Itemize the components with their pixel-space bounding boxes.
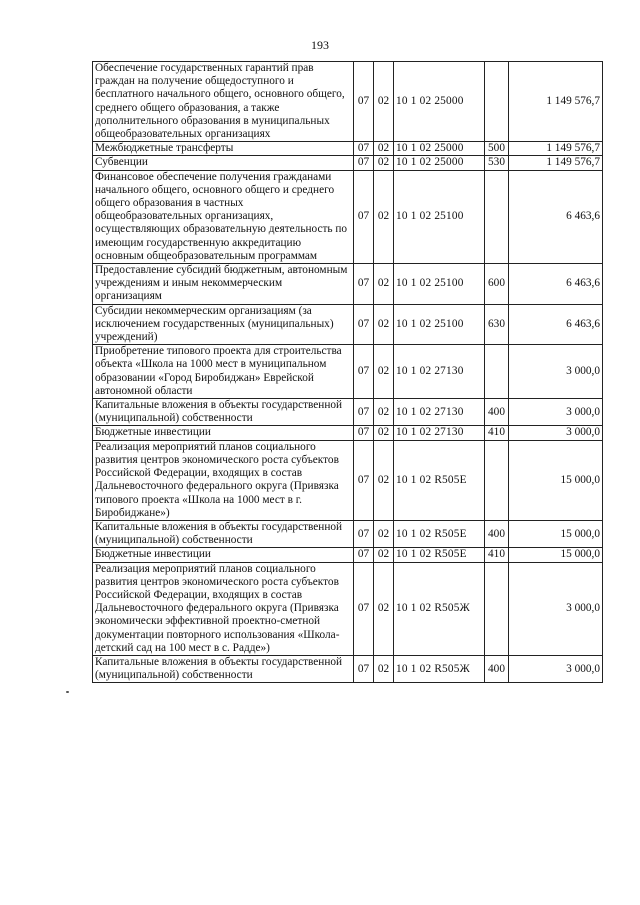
amount: 1 149 576,7 [509, 142, 603, 156]
subsection-code: 02 [374, 399, 394, 426]
table-row [93, 142, 603, 156]
target-article-code: 10 1 02 25100 [394, 304, 485, 345]
amount: 3 000,0 [509, 399, 603, 426]
expense-type-code: 600 [485, 264, 509, 305]
row-description: Финансовое обеспечение получения гражданами начального общего, основного общего и среднего общего образования в частных общеобразовательных организациях, осуществляющих образовательную деятельность по имеющим государственную аккредитацию основным общеобразовательным программам [93, 170, 354, 263]
row-description: Субвенции [93, 156, 354, 170]
expense-type-code: 530 [485, 156, 509, 170]
row-description: Субсидии некоммерческим организациям (за исключением государственных (муниципальных) учреждений) [93, 304, 354, 345]
target-article-code: 10 1 02 25000 [394, 62, 485, 142]
expense-type-code [485, 170, 509, 263]
section-code: 07 [354, 548, 374, 562]
section-code: 07 [354, 264, 374, 305]
subsection-code: 02 [374, 655, 394, 682]
table-row [93, 156, 603, 170]
row-description: Реализация мероприятий планов социального развития центров экономического роста субъектов Российской Федерации, входящих в состав Дальневосточного федерального округа (Привязка типового проекта «Школа на 1000 мест в г. Биробиджане») [93, 440, 354, 520]
section-code: 07 [354, 345, 374, 399]
row-description: Предоставление субсидий бюджетным, автономным учреждениям и иным некоммерческим организациям [93, 264, 354, 305]
target-article-code: 10 1 02 R505Ж [394, 562, 485, 655]
target-article-code: 10 1 02 R505E [394, 548, 485, 562]
section-code: 07 [354, 520, 374, 547]
amount: 6 463,6 [509, 264, 603, 305]
target-article-code: 10 1 02 25100 [394, 170, 485, 263]
table-row [93, 520, 603, 547]
subsection-code: 02 [374, 142, 394, 156]
row-description: Бюджетные инвестиции [93, 426, 354, 440]
target-article-code: 10 1 02 25000 [394, 156, 485, 170]
subsection-code: 02 [374, 562, 394, 655]
budget-table-body [93, 62, 603, 683]
section-code: 07 [354, 426, 374, 440]
amount: 3 000,0 [509, 655, 603, 682]
table-row [93, 426, 603, 440]
row-description: Обеспечение государственных гарантий прав граждан на получение общедоступного и бесплатного начального общего, основного общего, среднего общего образования, а также дополнительного образования в муниципальных общеобразовательных организациях [93, 62, 354, 142]
expense-type-code [485, 62, 509, 142]
table-row [93, 562, 603, 655]
table-row [93, 655, 603, 682]
section-code: 07 [354, 156, 374, 170]
amount: 3 000,0 [509, 562, 603, 655]
section-code: 07 [354, 655, 374, 682]
amount: 15 000,0 [509, 440, 603, 520]
row-description: Реализация мероприятий планов социального развития центров экономического роста субъектов Российской Федерации, входящих в состав Дальневосточного федерального округа (Привязка экономически эффективной проектно-сметной документации повторного использования «Школа-детский сад на 100 мест в с. Радде») [93, 562, 354, 655]
amount: 6 463,6 [509, 170, 603, 263]
row-description: Бюджетные инвестиции [93, 548, 354, 562]
table-row [93, 548, 603, 562]
budget-table [92, 61, 603, 683]
amount: 1 149 576,7 [509, 62, 603, 142]
stray-mark [66, 691, 69, 693]
subsection-code: 02 [374, 156, 394, 170]
section-code: 07 [354, 562, 374, 655]
subsection-code: 02 [374, 62, 394, 142]
section-code: 07 [354, 399, 374, 426]
target-article-code: 10 1 02 27130 [394, 399, 485, 426]
target-article-code: 10 1 02 R505E [394, 520, 485, 547]
section-code: 07 [354, 440, 374, 520]
row-description: Приобретение типового проекта для строительства объекта «Школа на 1000 мест в муниципальном образовании «Город Биробиджан» Еврейской автономной области [93, 345, 354, 399]
subsection-code: 02 [374, 264, 394, 305]
table-row [93, 264, 603, 305]
row-description: Межбюджетные трансферты [93, 142, 354, 156]
subsection-code: 02 [374, 170, 394, 263]
target-article-code: 10 1 02 27130 [394, 426, 485, 440]
table-row [93, 170, 603, 263]
subsection-code: 02 [374, 520, 394, 547]
target-article-code: 10 1 02 R505Ж [394, 655, 485, 682]
target-article-code: 10 1 02 25100 [394, 264, 485, 305]
expense-type-code: 410 [485, 426, 509, 440]
section-code: 07 [354, 170, 374, 263]
amount: 3 000,0 [509, 345, 603, 399]
table-row [93, 440, 603, 520]
expense-type-code: 410 [485, 548, 509, 562]
subsection-code: 02 [374, 440, 394, 520]
amount: 6 463,6 [509, 304, 603, 345]
amount: 15 000,0 [509, 548, 603, 562]
table-row [93, 304, 603, 345]
subsection-code: 02 [374, 426, 394, 440]
expense-type-code [485, 562, 509, 655]
row-description: Капитальные вложения в объекты государственной (муниципальной) собственности [93, 520, 354, 547]
target-article-code: 10 1 02 25000 [394, 142, 485, 156]
section-code: 07 [354, 142, 374, 156]
page-number: 193 [311, 38, 329, 52]
section-code: 07 [354, 62, 374, 142]
target-article-code: 10 1 02 27130 [394, 345, 485, 399]
subsection-code: 02 [374, 304, 394, 345]
expense-type-code: 400 [485, 655, 509, 682]
expense-type-code [485, 345, 509, 399]
section-code: 07 [354, 304, 374, 345]
expense-type-code: 400 [485, 520, 509, 547]
expense-type-code: 630 [485, 304, 509, 345]
amount: 3 000,0 [509, 426, 603, 440]
amount: 1 149 576,7 [509, 156, 603, 170]
expense-type-code [485, 440, 509, 520]
row-description: Капитальные вложения в объекты государственной (муниципальной) собственности [93, 655, 354, 682]
subsection-code: 02 [374, 345, 394, 399]
table-row [93, 345, 603, 399]
amount: 15 000,0 [509, 520, 603, 547]
table-row [93, 399, 603, 426]
table-row [93, 62, 603, 142]
row-description: Капитальные вложения в объекты государственной (муниципальной) собственности [93, 399, 354, 426]
subsection-code: 02 [374, 548, 394, 562]
expense-type-code: 500 [485, 142, 509, 156]
expense-type-code: 400 [485, 399, 509, 426]
target-article-code: 10 1 02 R505E [394, 440, 485, 520]
